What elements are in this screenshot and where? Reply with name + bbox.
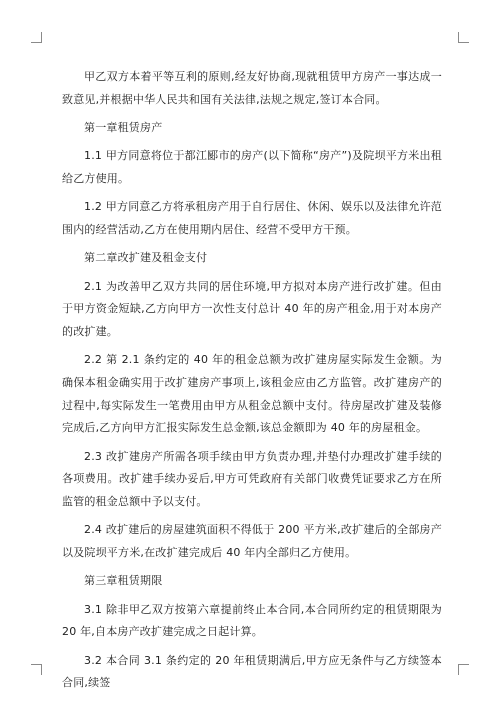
chapter-1-heading: 第一章租赁房产	[84, 121, 163, 134]
crop-mark-top-right	[458, 32, 469, 43]
clause-2-2: 2.2 第 2.1 条约定的 40 年的租金总额为改扩建房屋实际发生金额。为确保本租金确实用于改扩建房产事项上,该租金应由乙方监管。改扩建房产的过程中,每实际发生一笔费用由甲方从租金总额中支付。待房屋改扩建及装修完成后,乙方向甲方汇报实际发生总金额,该总金额即为 40 年的房屋租金。	[62, 353, 442, 435]
clause-3-1: 3.1 除非甲乙双方按第六章提前终止本合同,本合同所约定的租赁期限为 20 年,自本房产改扩建完成之日起计算。	[62, 602, 442, 639]
document-body	[62, 66, 442, 701]
clause-1-1: 1.1 甲方同意将位于都江郾市的房产(以下简称“房产”)及院坝平方米出租给乙方使用。	[62, 149, 442, 185]
crop-mark-top-left	[31, 32, 42, 43]
crop-mark-bottom-left	[31, 664, 42, 675]
crop-mark-bottom-right	[458, 664, 469, 675]
paragraph-preamble: 甲乙双方本着平等互利的原则,经友好协商,现就租赁甲方房产一事达成一致意见,并根据中华人民共和国有关法律,法规之规定,签订本合同。	[62, 70, 442, 106]
chapter-2-heading: 第二章改扩建及租金支付	[84, 251, 208, 265]
clause-3-2: 3.2 本合同 3.1 条约定的 20 年租赁期满后,甲方应无条件与乙方续签本合同,续签	[62, 653, 442, 690]
clause-2-1: 2.1 为改善甲乙双方共同的居住环境,甲方拟对本房产进行改扩建。但由于甲方资金短缺,乙方向甲方一次性支付总计 40 年的房产租金,用于对本房产的改扩建。	[62, 279, 442, 338]
clause-1-2: 1.2 甲方同意乙方将承租房产用于自行居住、休闲、娱乐以及法律允许范围内的经营活动,乙方在使用期内居住、经营不受甲方干预。	[62, 200, 442, 236]
clause-2-4: 2.4 改扩建后的房屋建筑面积不得低于 200 平方米,改扩建后的全部房产以及院坝平方米,在改扩建完成后 40 年内全部归乙方使用。	[62, 523, 442, 560]
clause-2-3: 2.3 改扩建房产所需各项手续由甲方负责办理,并垫付办理改扩建手续的各项费用。改扩建手续办妥后,甲方可凭政府有关部门收费凭证要求乙方在所监管的租金总额中予以支付。	[62, 449, 442, 509]
chapter-3-heading: 第三章租赁期限	[84, 574, 163, 588]
